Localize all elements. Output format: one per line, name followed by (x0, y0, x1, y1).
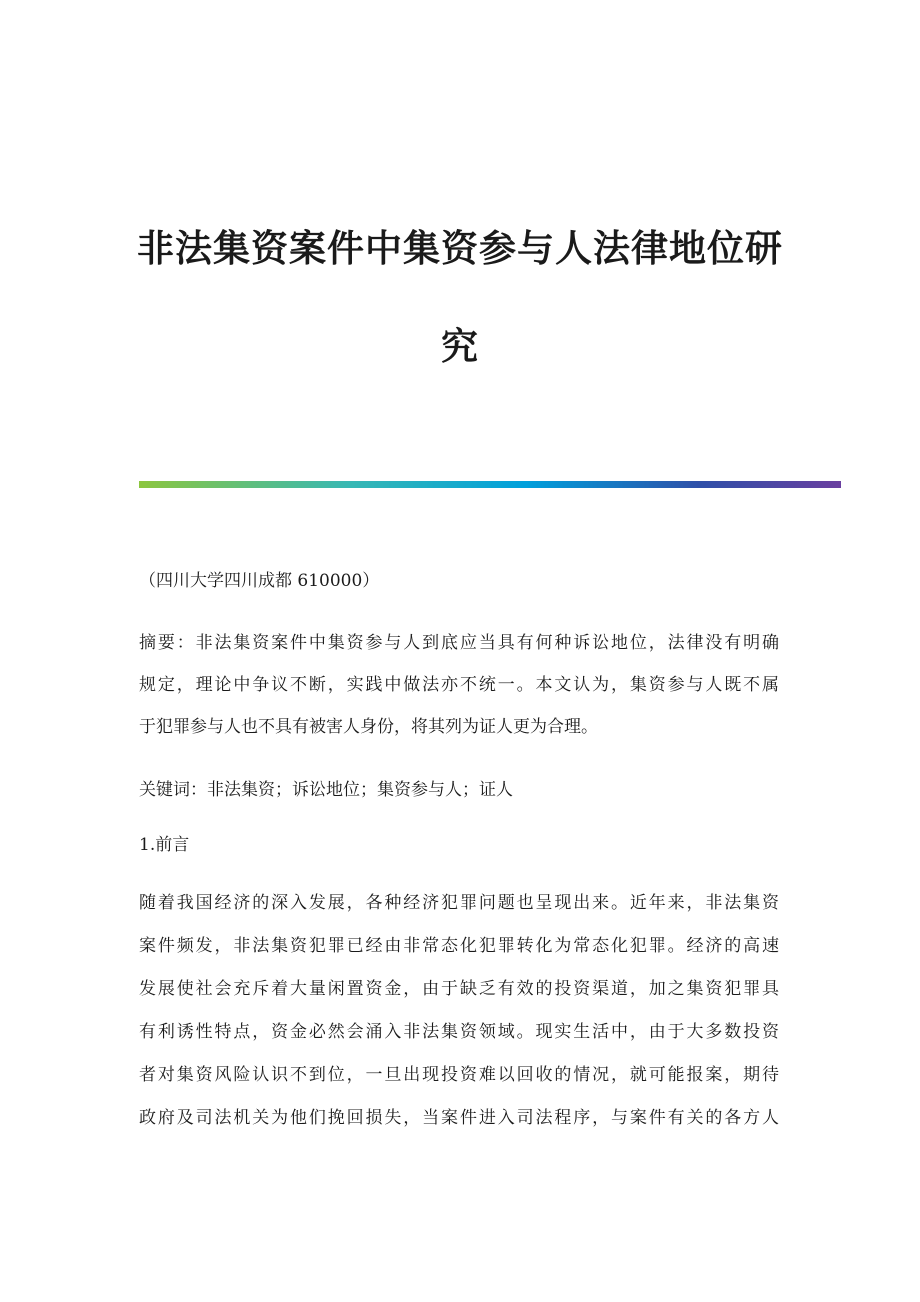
keywords: 关键词：非法集资；诉讼地位；集资参与人；证人 (139, 780, 513, 800)
body-paragraph (139, 882, 779, 1140)
author-affiliation: （四川大学四川成都 610000） (139, 571, 380, 591)
body-line: 案件频发，非法集资犯罪已经由非常态化犯罪转化为常态化犯罪。经济的高速 (139, 936, 779, 956)
body-line: 发展使社会充斥着大量闲置资金，由于缺乏有效的投资渠道，加之集资犯罪具 (139, 979, 779, 999)
abstract-line: 摘要：非法集资案件中集资参与人到底应当具有何种诉讼地位，法律没有明确 (139, 633, 779, 653)
body-line: 政府及司法机关为他们挽回损失，当案件进入司法程序，与案件有关的各方人 (139, 1108, 779, 1128)
body-line: 者对集资风险认识不到位，一旦出现投资难以回收的情况，就可能报案，期待 (139, 1065, 779, 1085)
paper-title-line-2: 究 (441, 325, 479, 368)
body-line: 有利诱性特点，资金必然会涌入非法集资领域。现实生活中，由于大多数投资 (139, 1022, 779, 1042)
body-line: 随着我国经济的深入发展，各种经济犯罪问题也呈现出来。近年来，非法集资 (139, 893, 779, 913)
title-divider (139, 481, 841, 488)
abstract-line: 规定，理论中争议不断，实践中做法亦不统一。本文认为，集资参与人既不属 (139, 675, 779, 695)
abstract-line: 于犯罪参与人也不具有被害人身份，将其列为证人更为合理。 (139, 717, 598, 737)
abstract (139, 622, 779, 748)
paper-title-line-1: 非法集资案件中集资参与人法律地位研 (137, 227, 783, 270)
section-heading: 1.前言 (139, 835, 190, 855)
